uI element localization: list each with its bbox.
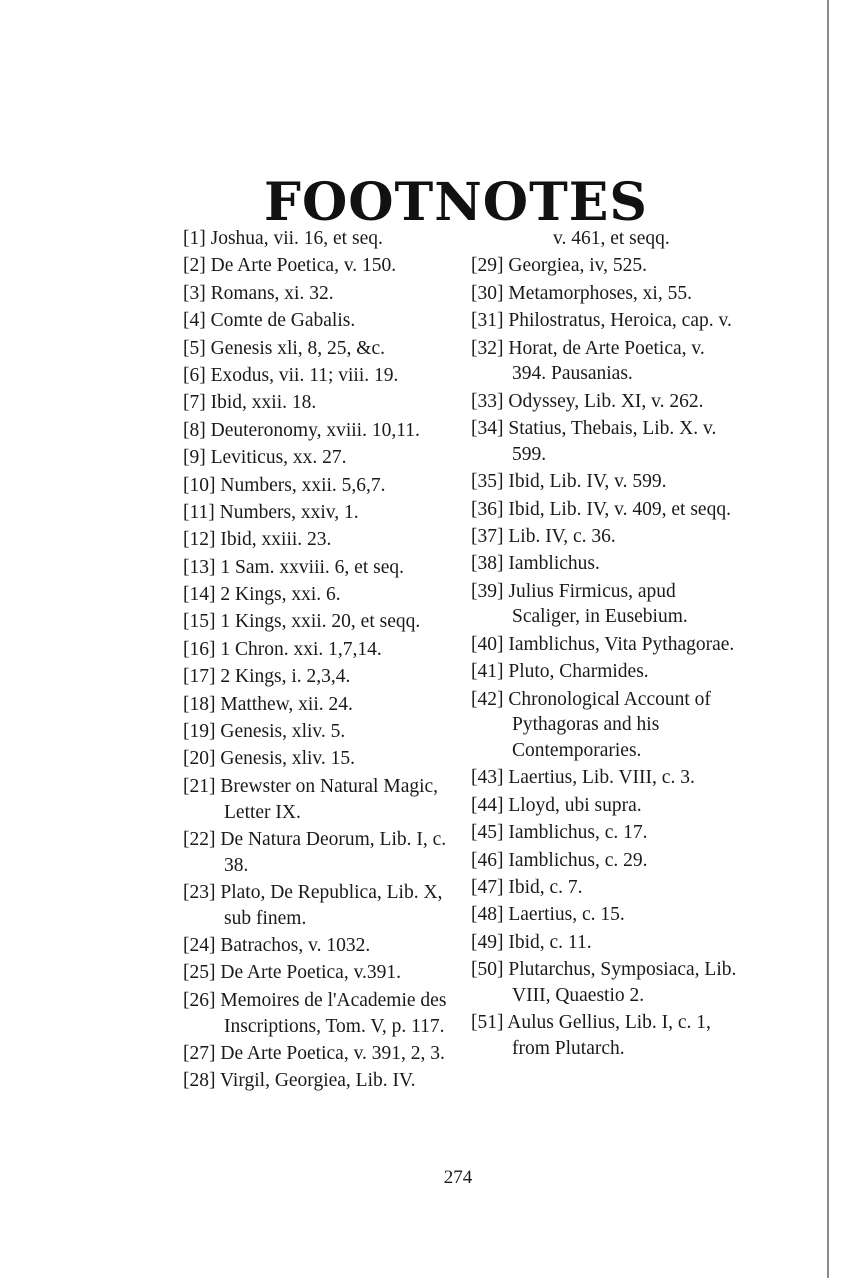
footnote-22: [22] De Natura Deorum, Lib. I, c. 38. (183, 828, 447, 876)
footnote-35: [35] Ibid, Lib. IV, v. 599. (471, 471, 667, 493)
footnote-10: [10] Numbers, xxii. 5,6,7. (183, 474, 386, 496)
footnote-48: [48] Laertius, c. 15. (471, 904, 625, 926)
footnote-20: [20] Genesis, xliv. 15. (183, 748, 356, 770)
footnotes-left-column (183, 226, 451, 1096)
footnote-40: [40] Iamblichus, Vita Pythagorae. (471, 633, 735, 655)
footnote-47: [47] Ibid, c. 7. (471, 876, 583, 898)
footnote-51: [51] Aulus Gellius, Lib. I, c. 1, from Plutarch. (471, 1012, 711, 1059)
footnote-6: [6] Exodus, vii. 11; viii. 19. (183, 364, 399, 386)
footnote-9: [9] Leviticus, xx. 27. (183, 447, 347, 469)
footnote-19: [19] Genesis, xliv. 5. (183, 721, 346, 743)
footnote-31: [31] Philostratus, Heroica, cap. v. (471, 310, 732, 332)
footnote-15: [15] 1 Kings, xxii. 20, et seqq. (183, 611, 421, 633)
page-title: FOOTNOTES (264, 171, 648, 233)
footnote-24: [24] Batrachos, v. 1032. (183, 935, 371, 957)
footnote-29: [29] Georgiea, iv, 525. (471, 255, 647, 277)
footnote-3: [3] Romans, xi. 32. (183, 282, 334, 304)
footnote-12: [12] Ibid, xxiii. 23. (183, 529, 332, 551)
footnote-18: [18] Matthew, xii. 24. (183, 693, 353, 715)
footnote-30: [30] Metamorphoses, xi, 55. (471, 282, 692, 304)
footnote-7: [7] Ibid, xxii. 18. (183, 392, 317, 414)
page-number: 274 (443, 1167, 473, 1188)
footnote-45: [45] Iamblichus, c. 17. (471, 822, 648, 844)
footnote-50: [50] Plutarchus, Symposiaca, Lib. VIII, Quaestio 2. (471, 959, 737, 1006)
footnote-41: [41] Pluto, Charmides. (471, 661, 649, 683)
footnote-42: [42] Chronological Account of Pythagoras and his Contemporaries. (471, 688, 711, 761)
footnote-33: [33] Odyssey, Lib. XI, v. 262. (471, 390, 704, 412)
footnote-23: [23] Plato, De Republica, Lib. X, sub finem. (183, 882, 443, 929)
footnote-46: [46] Iamblichus, c. 29. (471, 849, 648, 871)
footnote-32: [32] Horat, de Arte Poetica, v. 394. Pausanias. (471, 337, 705, 385)
footnote-38: [38] Iamblichus. (471, 553, 600, 575)
footnote-43: [43] Laertius, Lib. VIII, c. 3. (471, 767, 695, 789)
footnote-26: [26] Memoires de l'Academie des Inscriptions, Tom. V, p. 117. (183, 989, 447, 1037)
footnote-13: [13] 1 Sam. xxviii. 6, et seq. (183, 556, 404, 578)
footnote-2: [2] De Arte Poetica, v. 150. (183, 255, 397, 277)
footnote-34: [34] Statius, Thebais, Lib. X. v. 599. (471, 418, 717, 465)
footnote-27: [27] De Arte Poetica, v. 391, 2, 3. (183, 1042, 445, 1064)
footnote-37: [37] Lib. IV, c. 36. (471, 525, 616, 547)
footnote-11: [11] Numbers, xxiv, 1. (183, 501, 359, 523)
footnote-17: [17] 2 Kings, i. 2,3,4. (183, 666, 351, 688)
footnote-21: [21] Brewster on Natural Magic, Letter IX. (183, 775, 439, 823)
footnote-39: [39] Julius Firmicus, apud Scaliger, in Eusebium. (471, 580, 688, 628)
footnote-28: [28] Virgil, Georgiea, Lib. IV. (183, 1070, 416, 1092)
footnote-44: [44] Lloyd, ubi supra. (471, 794, 642, 816)
footnote-16: [16] 1 Chron. xxi. 1,7,14. (183, 638, 382, 660)
footnote-25: [25] De Arte Poetica, v.391. (183, 962, 402, 984)
footnote-4: [4] Comte de Gabalis. (183, 310, 356, 332)
footnote-14: [14] 2 Kings, xxi. 6. (183, 584, 341, 606)
footnote-49: [49] Ibid, c. 11. (471, 931, 592, 953)
footnotes-right-column (471, 226, 739, 1063)
footnote-36: [36] Ibid, Lib. IV, v. 409, et seqq. (471, 498, 731, 520)
footnote-8: [8] Deuteronomy, xviii. 10,11. (183, 419, 420, 441)
footnote-1: [1] Joshua, vii. 16, et seq. (183, 228, 383, 249)
footnote-5: [5] Genesis xli, 8, 25, &c. (183, 337, 386, 359)
footnote-28-continuation: v. 461, et seqq. (553, 228, 670, 249)
